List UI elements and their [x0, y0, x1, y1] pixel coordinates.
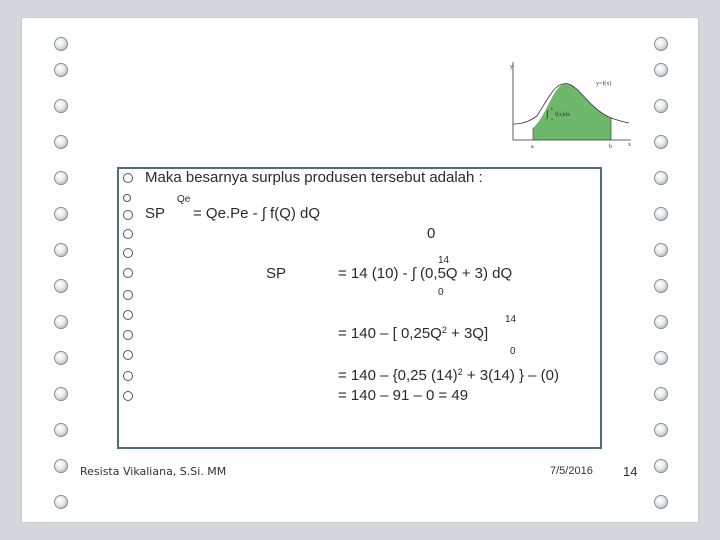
binder-ring — [54, 37, 68, 51]
binder-ring — [654, 243, 668, 257]
sp-label: SP — [145, 205, 166, 222]
binder-ring — [654, 351, 668, 365]
bullet-marker — [123, 229, 133, 239]
bullet-marker — [123, 173, 133, 183]
bracket-lower-limit: 0 — [510, 346, 516, 357]
binder-ring — [54, 315, 68, 329]
binder-ring — [54, 387, 68, 401]
binder-ring — [654, 387, 668, 401]
bullet-marker — [123, 350, 133, 360]
sp-label-2: SP — [266, 265, 287, 282]
y-axis-label: y — [510, 64, 513, 70]
page-number: 14 — [623, 464, 638, 479]
footer-date: 7/5/2016 — [550, 465, 593, 477]
x-axis-label: x — [628, 142, 631, 148]
binder-ring — [54, 243, 68, 257]
bullet-marker — [123, 210, 133, 220]
binder-ring — [654, 279, 668, 293]
sp-upper-limit: Qe — [177, 194, 191, 205]
bullet-marker — [123, 330, 133, 340]
binder-ring — [54, 279, 68, 293]
binder-ring — [654, 315, 668, 329]
binder-ring — [654, 495, 668, 509]
binder-ring — [654, 63, 668, 77]
content-frame — [117, 167, 602, 449]
formula-line-3: = 140 – [ $0,25Q^2 + 3Q$] — [338, 325, 489, 342]
integral-lower-limit: a — [551, 116, 553, 121]
formula-line-5: = 140 – 91 – 0 = 49 — [338, 387, 469, 404]
footer-author: Resista Vikaliana, S.Si. MM — [80, 465, 227, 478]
binder-ring — [54, 459, 68, 473]
binder-ring — [654, 171, 668, 185]
b-label: b — [609, 144, 612, 150]
binder-ring — [654, 99, 668, 113]
bracket-upper-limit: 14 — [505, 314, 517, 325]
bullet-marker — [123, 310, 133, 320]
binder-ring — [654, 459, 668, 473]
binder-ring — [54, 135, 68, 149]
intro-text: Maka besarnya surplus produsen tersebut adalah : — [145, 169, 483, 186]
formula-line-4: = 140 – {0,25 $(14)^2 + 3(14)$ } – (0) — [338, 367, 560, 384]
bullet-marker — [123, 391, 133, 401]
bullet-marker — [123, 290, 133, 300]
integral-area-illustration — [505, 58, 635, 153]
binder-ring — [654, 207, 668, 221]
sp-lower-limit: 0 — [427, 225, 436, 242]
bullet-marker — [123, 248, 133, 258]
sp-formula: = Qe.Pe - ∫ f(Q) dQ — [193, 205, 321, 222]
curve-label: y=f(x) — [596, 81, 612, 87]
integral-upper-limit-2: 14 — [438, 255, 450, 266]
binder-ring — [54, 171, 68, 185]
binder-ring — [654, 423, 668, 437]
bullet-marker — [123, 268, 133, 278]
formula-line-2: = 14 (10) - ∫ (0,5Q + 3) dQ — [338, 265, 513, 282]
binder-ring — [54, 99, 68, 113]
bullet-marker — [123, 371, 133, 381]
binder-ring — [654, 135, 668, 149]
binder-ring — [54, 351, 68, 365]
binder-ring — [54, 495, 68, 509]
integral-sign: ∫ — [546, 109, 549, 120]
a-label: a — [531, 144, 534, 150]
binder-ring — [54, 63, 68, 77]
binder-ring — [654, 37, 668, 51]
integral-upper-limit: b — [551, 106, 553, 111]
integral-lower-limit-2: 0 — [438, 287, 444, 298]
binder-ring — [54, 207, 68, 221]
area-label: f(x)dx — [555, 112, 570, 118]
shaded-area — [533, 84, 611, 140]
bullet-marker — [123, 194, 131, 202]
binder-ring — [54, 423, 68, 437]
